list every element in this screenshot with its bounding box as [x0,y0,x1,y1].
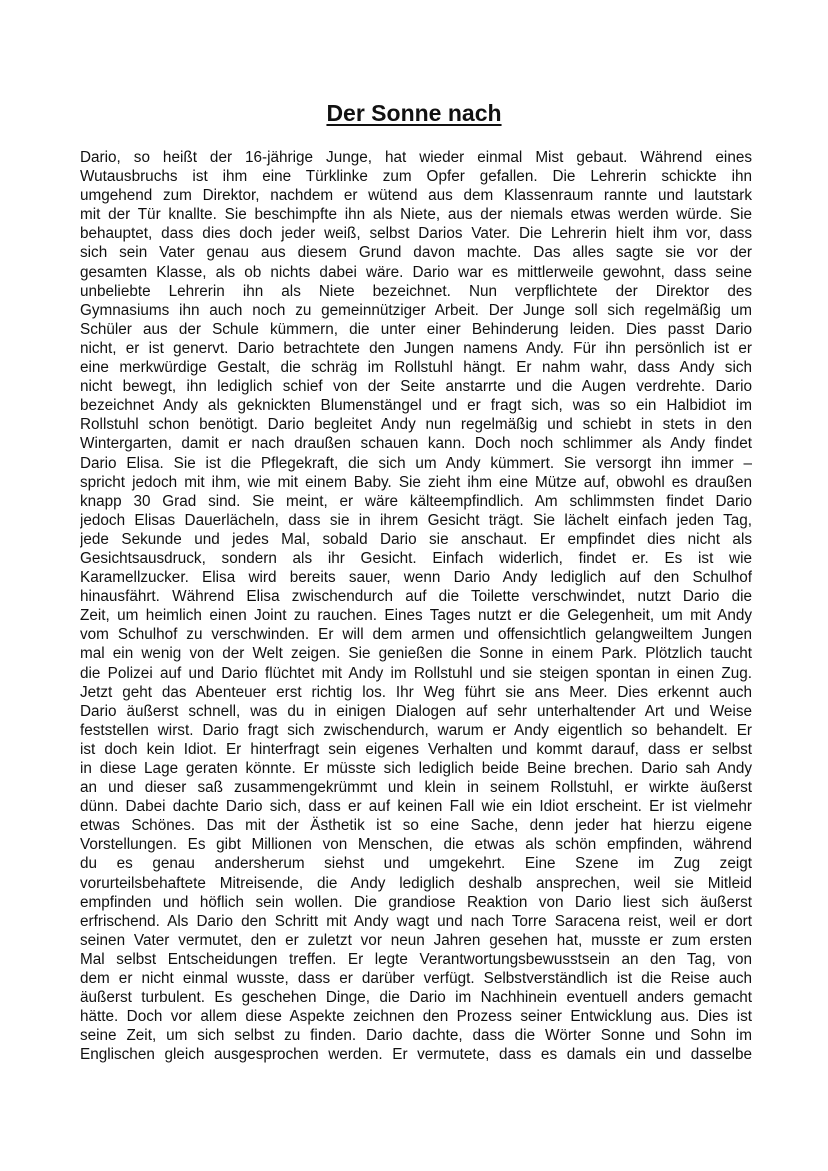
text-line: Wutausbruchs ist ihm eine Türklinke zum Opfer gefallen. Die Lehrerin schickte ihn [80,168,752,186]
text-line: feststellen wirst. Dario fragt sich zwischendurch, warum er Andy eigentlich so behandelt. Er [80,721,752,739]
text-line: jedoch Elisas Dauerlächeln, dass sie in ihrem Gesicht trägt. Sie lächelt einfach jeden Tag, [80,511,752,529]
text-line: mit der Tür knallte. Sie beschimpfte ihn als Niete, aus der niemals etwas werden würde. Sie [80,206,752,224]
text-line: jede Sekunde und jedes Mal, sobald Dario sie anschaut. Er empfindet dies nicht als [80,530,752,548]
text-line: Karamellzucker. Elisa wird bereits sauer, wenn Dario Andy lediglich auf den Schulhof [80,569,752,587]
text-line: ist doch kein Idiot. Er hinterfragt sein eigenes Verhalten und kommt darauf, dass er selbst [80,740,752,758]
text-line: empfinden und höflich sein wollen. Die grandiose Reaktion von Dario liest sich äußerst [80,893,752,911]
text-line: Englischen gleich ausgesprochen werden. Er vermutete, dass es damals ein und dasselbe [80,1046,752,1064]
text-line: die Polizei auf und Dario flüchtet mit Andy im Rollstuhl und sie steigen spontan in einen Zug. [80,664,752,682]
text-line: spricht jedoch mit ihm, wie mit einem Baby. Sie zieht ihm eine Mütze auf, obwohl es draußen [80,473,752,491]
text-line: Dario äußerst schnell, was du in einigen Dialogen auf sehr unterhaltender Art und Weise [80,702,752,720]
text-line: Dario Elisa. Sie ist die Pflegekraft, die sich um Andy kümmert. Sie versorgt ihn immer – [80,454,752,472]
text-line: vom Schulhof zu verschwinden. Er will dem armen und offensichtlich gelangweiltem Jungen [80,626,752,644]
text-line: Dario, so heißt der 16-jährige Junge, hat wieder einmal Mist gebaut. Während eines [80,149,752,166]
text-line: hinausfährt. Während Elisa zwischendurch auf die Toilette verschwindet, nutzt Dario die [80,588,752,606]
text-line: nicht bewegt, ihn lediglich schief von der Seite anstarrte und die Augen verdrehte. Dario [80,378,752,396]
text-line: Rollstuhl schon benötigt. Dario begleitet Andy nun regelmäßig und schiebt in stets in den [80,416,752,434]
text-line: Gymnasiums ihn auch noch zu gemeinnütziger Arbeit. Der Junge soll sich regelmäßig um [80,301,752,319]
page-title: Der Sonne nach [326,100,502,126]
text-line: erfrischend. Als Dario den Schritt mit Andy wagt und nach Torre Saracena reist, weil er dort [80,912,752,930]
text-line: Wintergarten, damit er nach draußen schauen kann. Doch noch schlimmer als Andy findet [80,435,752,453]
text-line: an und dieser saß zusammengekrümmt und klein in seinem Rollstuhl, er wirkte äußerst [80,779,752,797]
text-line: sich sein Vater genau aus diesem Grund davon machte. Das alles sagte sie vor der [80,244,752,262]
text-line: Gesichtsausdruck, sondern als ihr Gesicht. Einfach widerlich, findet er. Es ist wie [80,549,752,567]
text-line: hätte. Doch vor allem diese Aspekte zeichnen den Prozess seiner Entwicklung aus. Dies ist [80,1008,752,1026]
text-line: eine merkwürdige Gestalt, die schräg im Rollstuhl hängt. Er nahm wahr, dass Andy sich [80,359,752,377]
text-line: Vorstellungen. Es gibt Millionen von Menschen, die etwas als schön empfinden, während [80,836,752,854]
text-line: in diese Lage geraten könnte. Er müsste sich lediglich beide Beine brechen. Dario sah Andy [80,760,752,777]
text-line: behauptet, dass dies doch jeder weiß, selbst Darios Vater. Die Lehrerin hielt ihm vor, dass [80,225,752,243]
body-text [80,148,752,1065]
text-line: etwas Schönes. Das mit der Ästhetik ist so eine Sache, denn jeder hat hierzu eigene [80,817,752,835]
text-line: du es genau andersherum siehst und umgekehrt. Eine Szene im Zug zeigt [80,855,752,873]
text-line: äußerst turbulent. Es geschehen Dinge, die Dario im Nachhinein eventuell anders gemacht [80,989,752,1007]
text-line: umgehend zum Direktor, nachdem er wütend aus dem Klassenraum rannte und lautstark [80,187,752,205]
text-line: gesamten Klasse, als ob nichts dabei wäre. Dario war es mittlerweile gewohnt, dass seine [80,263,752,281]
text-line: seine Zeit, um sich selbst zu finden. Dario dachte, dass die Wörter Sonne und Sohn im [80,1027,752,1045]
text-line: seinen Vater vermutet, den er zuletzt vor neun Jahren gesehen hat, musste er zum ersten [80,931,752,949]
text-line: bezeichnet Andy als geknickten Blumenstängel und er fragt sich, was so ein Halbidiot im [80,397,752,415]
text-line: vorurteilsbehaftete Mitreisende, die Andy lediglich deshalb ansprechen, weil sie Mitleid [80,874,752,892]
text-line: Schüler aus der Schule kümmern, die unter einer Behinderung leiden. Dies passt Dario [80,320,752,338]
text-line: dünn. Dabei dachte Dario sich, dass er auf keinen Fall wie ein Idiot erscheint. Er ist vielmehr [80,798,752,816]
text-line: Zeit, um heimlich einen Joint zu rauchen. Eines Tages nutzt er die Gelegenheit, um mit Andy [80,607,752,625]
text-line: Jetzt geht das Abenteuer erst richtig los. Ihr Weg führt sie ans Meer. Dies erkennt auch [80,683,752,701]
text-line: mal ein wenig von der Welt zeigen. Sie genießen die Sonne in einem Park. Plötzlich taucht [80,645,752,663]
text-line: unbeliebte Lehrerin ihn als Niete bezeichnet. Nun verpflichtete der Direktor des [80,282,752,300]
text-line: knapp 30 Grad sind. Sie meint, er wäre kälteempfindlich. Am schlimmsten findet Dario [80,492,752,510]
text-line: dem er nicht einmal wusste, dass er darüber verfügt. Selbstverständlich ist die Reise auch [80,970,752,988]
text-line: Mal selbst Entscheidungen treffen. Er legte Verantwortungsbewusstsein an den Tag, von [80,950,752,968]
text-line: nicht, er ist genervt. Dario betrachtete den Jungen namens Andy. Für ihn persönlich ist er [80,339,752,357]
